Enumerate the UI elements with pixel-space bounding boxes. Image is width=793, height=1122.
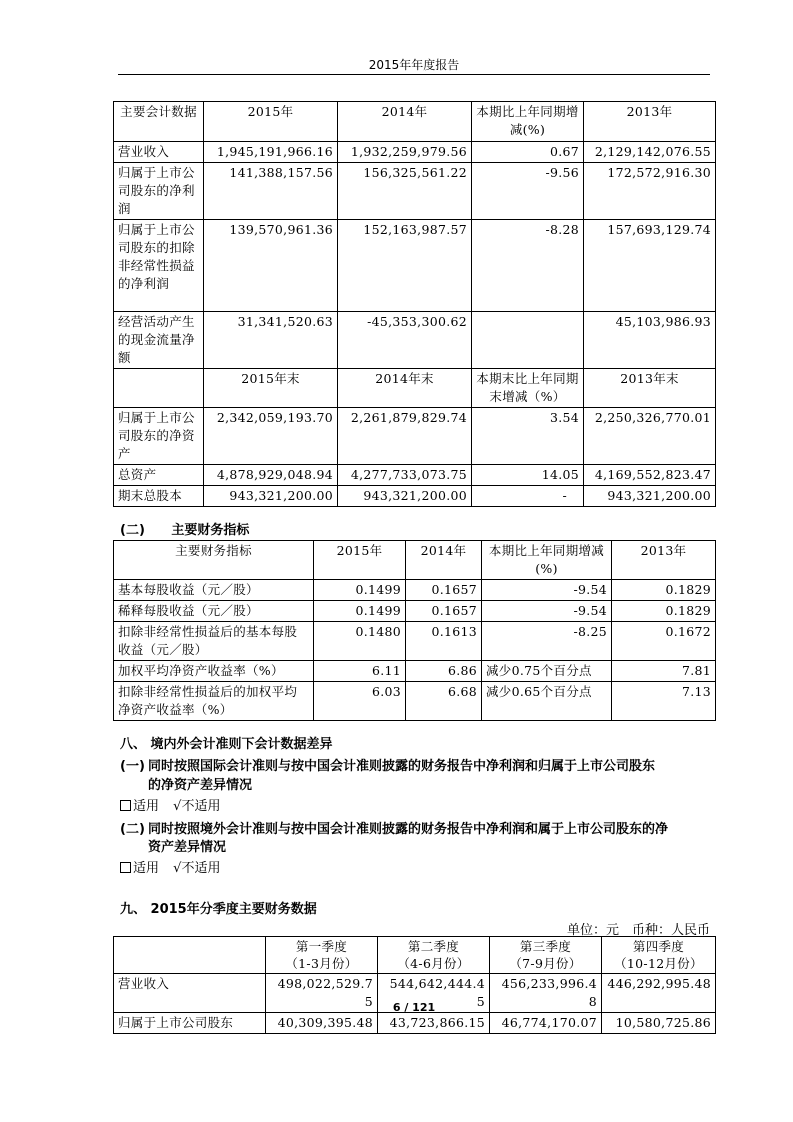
row-label: 营业收入 [114, 974, 266, 1013]
table-header-row [114, 102, 716, 142]
header-cell: 主要会计数据 [114, 102, 204, 142]
value-cell: 7.13 [612, 682, 716, 721]
section-8-heading: 八、 境内外会计准则下会计数据差异 [120, 737, 333, 752]
table-row [114, 1013, 716, 1034]
header-cell [266, 937, 378, 974]
value-cell: 4,878,929,048.94 [204, 465, 338, 486]
section-2-number: (二) [120, 523, 145, 538]
subsection-8-2-title-line2: 资产差异情况 [148, 840, 227, 855]
section-9-heading: 九、 2015年分季度主要财务数据 [120, 902, 317, 917]
table-header-row [114, 541, 716, 580]
value-cell: 31,341,520.63 [204, 312, 338, 369]
header-cell: 本期比上年同期增减(%) [482, 541, 612, 580]
subsection-8-1-number: (一) [120, 759, 145, 774]
value-cell: 46,774,170.07 [490, 1013, 602, 1034]
value-cell: -9.54 [482, 580, 612, 601]
quarter-title: 第一季度 [295, 939, 348, 954]
section-2-title: 主要财务指标 [171, 523, 250, 538]
value-cell: 1,932,259,979.56 [338, 142, 472, 163]
header-cell: 2014年 [406, 541, 482, 580]
value-cell: 0.1829 [612, 601, 716, 622]
value-cell: 943,321,200.00 [338, 486, 472, 507]
value-cell: 40,309,395.48 [266, 1013, 378, 1034]
value-cell: 6.68 [406, 682, 482, 721]
value-cell: 0.1672 [612, 622, 716, 661]
value-cell: 943,321,200.00 [204, 486, 338, 507]
value-cell: 0.1480 [314, 622, 406, 661]
check-mark-icon: √ [173, 861, 182, 876]
table-row [114, 312, 716, 369]
value-cell: 544,642,444.45 [378, 974, 490, 1013]
row-label: 归属于上市公司股东 [114, 1013, 266, 1034]
row-label: 经营活动产生的现金流量净额 [114, 312, 204, 369]
value-cell: 14.05 [472, 465, 584, 486]
table-row [114, 465, 716, 486]
value-cell: 943,321,200.00 [584, 486, 716, 507]
value-cell: 减少0.75个百分点 [482, 661, 612, 682]
value-cell: 0.1829 [612, 580, 716, 601]
header-cell [490, 937, 602, 974]
value-cell: -9.56 [472, 163, 584, 220]
value-cell: 139,570,961.36 [204, 220, 338, 312]
value-cell: 3.54 [472, 408, 584, 465]
header-cell: 2013年 [584, 102, 716, 142]
value-cell: 0.1657 [406, 601, 482, 622]
not-applicable-label: 不适用 [181, 799, 221, 814]
table-row [114, 220, 716, 312]
header-cell [602, 937, 716, 974]
quarter-months: （1-3月份） [285, 956, 358, 971]
quarter-title: 第二季度 [407, 939, 460, 954]
value-cell: -9.54 [482, 601, 612, 622]
row-label: 基本每股收益（元／股） [114, 580, 314, 601]
header-cell: 2015年 [314, 541, 406, 580]
value-cell: 0.1657 [406, 580, 482, 601]
value-cell: 6.86 [406, 661, 482, 682]
quarterly-data-table [113, 936, 716, 1034]
table-header-row [114, 937, 716, 974]
subsection-8-1-title-line2: 的净资产差异情况 [148, 778, 253, 793]
value-cell: 172,572,916.30 [584, 163, 716, 220]
header-cell: 2015年末 [204, 369, 338, 408]
header-cell: 主要财务指标 [114, 541, 314, 580]
page-number: 6 / 121 [392, 1001, 436, 1014]
row-label: 稀释每股收益（元／股） [114, 601, 314, 622]
header-cell: 2013年 [612, 541, 716, 580]
subsection-8-2-number: (二) [120, 822, 145, 837]
subsection-8-1-title-line1: 同时按照国际会计准则与按中国会计准则披露的财务报告中净利润和归属于上市公司股东 [148, 759, 656, 774]
row-label: 加权平均净资产收益率（%） [114, 661, 314, 682]
value-cell: 0.1499 [314, 580, 406, 601]
quarter-months: （7-9月份） [509, 956, 582, 971]
row-label: 归属于上市公司股东的扣除非经常性损益的净利润 [114, 220, 204, 312]
applicable-checkbox [120, 800, 131, 811]
applicable-label: 适用 [133, 799, 160, 814]
table-row [114, 163, 716, 220]
header-divider [118, 74, 710, 75]
table-row [114, 601, 716, 622]
value-cell: 152,163,987.57 [338, 220, 472, 312]
value-cell: 157,693,129.74 [584, 220, 716, 312]
row-label: 营业收入 [114, 142, 204, 163]
accounting-data-table [113, 101, 716, 507]
quarter-months: （10-12月份） [614, 956, 703, 971]
header-cell [378, 937, 490, 974]
value-cell: 6.03 [314, 682, 406, 721]
value-cell: 6.11 [314, 661, 406, 682]
table-row [114, 580, 716, 601]
value-cell: 141,388,157.56 [204, 163, 338, 220]
row-label: 期末总股本 [114, 486, 204, 507]
value-cell: 2,342,059,193.70 [204, 408, 338, 465]
value-cell: 减少0.65个百分点 [482, 682, 612, 721]
value-cell: 0.1613 [406, 622, 482, 661]
header-cell [114, 369, 204, 408]
value-cell: 2,261,879,829.74 [338, 408, 472, 465]
header-cell: 2013年末 [584, 369, 716, 408]
row-label: 总资产 [114, 465, 204, 486]
value-cell: 2,129,142,076.55 [584, 142, 716, 163]
value-cell: 4,277,733,073.75 [338, 465, 472, 486]
check-mark-icon: √ [173, 799, 182, 814]
header-cell: 2014年末 [338, 369, 472, 408]
value-cell [472, 312, 584, 369]
quarter-months: （4-6月份） [397, 956, 470, 971]
value-cell: 43,723,866.15 [378, 1013, 490, 1034]
value-cell: 4,169,552,823.47 [584, 465, 716, 486]
value-cell: 0.1499 [314, 601, 406, 622]
value-cell: 2,250,326,770.01 [584, 408, 716, 465]
not-applicable-label: 不适用 [181, 861, 221, 876]
table-row [114, 682, 716, 721]
value-cell: -8.28 [472, 220, 584, 312]
header-cell: 本期比上年同期增减(%) [472, 102, 584, 142]
value-cell: 156,325,561.22 [338, 163, 472, 220]
table-row [114, 486, 716, 507]
header-cell: 本期末比上年同期末增减（%） [472, 369, 584, 408]
page-header-title: 2015年年度报告 [368, 58, 460, 72]
options-8-2 [120, 857, 220, 876]
value-cell: - [472, 486, 584, 507]
table-row [114, 142, 716, 163]
value-cell: 446,292,995.48 [602, 974, 716, 1013]
value-cell: 456,233,996.48 [490, 974, 602, 1013]
value-cell: 45,103,986.93 [584, 312, 716, 369]
table-row [114, 622, 716, 661]
table-subheader-row [114, 369, 716, 408]
applicable-label: 适用 [133, 861, 160, 876]
header-cell: 2015年 [204, 102, 338, 142]
financial-indicators-table [113, 540, 716, 721]
row-label: 扣除非经常性损益后的基本每股收益（元／股） [114, 622, 314, 661]
value-cell: -45,353,300.62 [338, 312, 472, 369]
quarter-title: 第三季度 [519, 939, 572, 954]
row-label: 归属于上市公司股东的净利润 [114, 163, 204, 220]
row-label: 归属于上市公司股东的净资产 [114, 408, 204, 465]
header-cell: 2014年 [338, 102, 472, 142]
options-8-1 [120, 795, 220, 814]
value-cell: 10,580,725.86 [602, 1013, 716, 1034]
header-cell [114, 937, 266, 974]
row-label: 扣除非经常性损益后的加权平均净资产收益率（%） [114, 682, 314, 721]
section-2-heading [120, 519, 249, 538]
value-cell: 0.67 [472, 142, 584, 163]
value-cell: 7.81 [612, 661, 716, 682]
value-cell: -8.25 [482, 622, 612, 661]
table-row [114, 661, 716, 682]
quarter-title: 第四季度 [632, 939, 685, 954]
unit-currency-note: 单位：元 币种：人民币 [566, 923, 710, 938]
applicable-checkbox [120, 862, 131, 873]
subsection-8-2-title-line1: 同时按照境外会计准则与按中国会计准则披露的财务报告中净利润和属于上市公司股东的净 [148, 822, 669, 837]
table-row [114, 408, 716, 465]
value-cell: 498,022,529.75 [266, 974, 378, 1013]
value-cell: 1,945,191,966.16 [204, 142, 338, 163]
